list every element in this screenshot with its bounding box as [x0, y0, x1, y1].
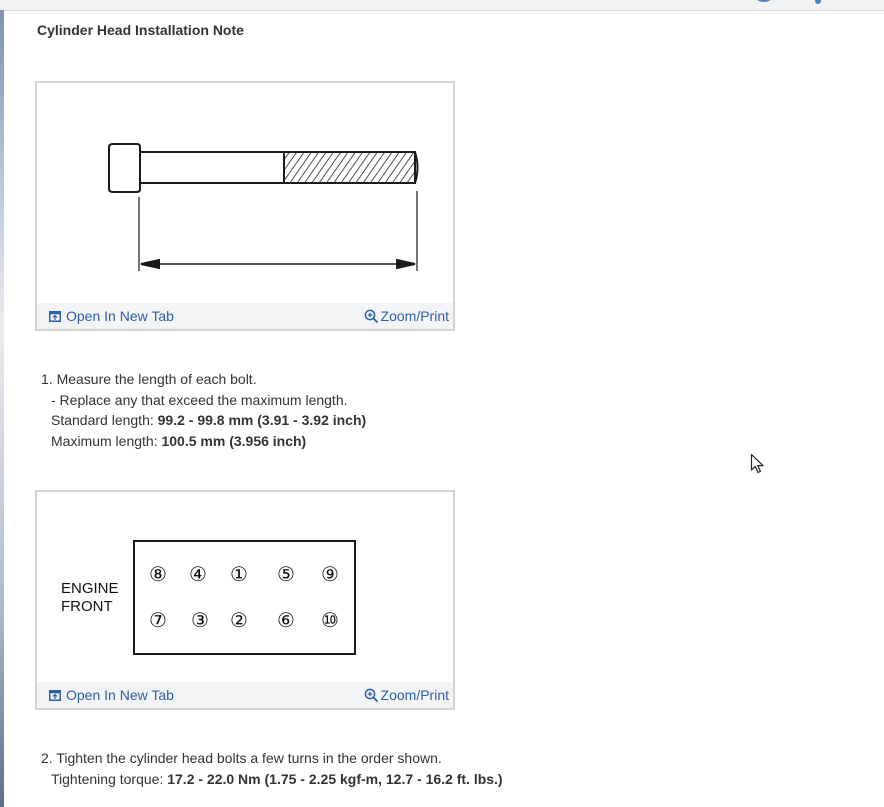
figure-footer — [37, 303, 453, 329]
bolt-order-10: ⑩ — [321, 608, 339, 632]
bolt-order-4: ④ — [189, 562, 207, 586]
engine-front-label-line1: ENGINE — [61, 580, 119, 597]
maximum-length-line — [41, 431, 366, 452]
bolt-length-diagram — [37, 83, 453, 303]
tightening-torque-value: 17.2 - 22.0 Nm (1.75 - 2.25 kgf-m, 12.7 - 16.2 ft. lbs.) — [167, 770, 503, 787]
bolt-order-9: ⑨ — [321, 562, 339, 586]
zoom-in-icon — [364, 688, 379, 703]
bolt-order-2: ② — [230, 608, 248, 632]
open-in-new-tab-link[interactable] — [49, 308, 174, 324]
standard-length-label: Standard length: — [51, 412, 158, 428]
zoom-print-label: Zoom/Print — [380, 308, 449, 324]
tightening-torque-line — [41, 769, 503, 790]
zoom-print-link[interactable] — [364, 308, 449, 324]
tightening-order-diagram — [37, 492, 453, 682]
standard-length-line — [41, 410, 366, 431]
step-2-text — [41, 748, 503, 789]
bolt-order-7: ⑦ — [149, 608, 167, 632]
zoom-print-label: Zoom/Print — [380, 687, 449, 703]
step-2-instruction: 2. Tighten the cylinder head bolts a few turns in the order shown. — [41, 750, 442, 766]
open-in-new-tab-icon — [49, 311, 61, 322]
engine-front-label-line2: FRONT — [61, 598, 113, 615]
standard-length-value: 99.2 - 99.8 mm (3.91 - 3.92 inch) — [157, 412, 367, 428]
zoom-print-link[interactable] — [364, 687, 449, 703]
toolbar-menu-icon[interactable] — [815, 0, 821, 4]
open-in-new-tab-label: Open In New Tab — [66, 687, 174, 703]
left-window-edge — [0, 10, 4, 807]
open-in-new-tab-icon — [49, 690, 61, 701]
bolt-order-8: ⑧ — [149, 562, 167, 586]
step-1-text — [41, 369, 366, 451]
bolt-order-6: ⑥ — [277, 608, 295, 632]
user-avatar-icon[interactable] — [752, 0, 776, 2]
page-title: Cylinder Head Installation Note — [37, 22, 244, 38]
bolt-drawing — [109, 144, 418, 271]
mouse-pointer-icon — [750, 453, 766, 475]
open-in-new-tab-link[interactable] — [49, 687, 174, 703]
maximum-length-label: Maximum length: — [51, 432, 162, 449]
bolt-order-5: ⑤ — [277, 562, 295, 586]
step-1-note: - Replace any that exceed the maximum length. — [51, 391, 348, 408]
bolt-order-1: ① — [230, 562, 248, 586]
tightening-torque-label: Tightening torque: — [51, 770, 168, 787]
top-toolbar — [0, 0, 884, 11]
zoom-in-icon — [364, 309, 379, 324]
step-1-instruction: 1. Measure the length of each bolt. — [41, 371, 257, 387]
tightening-order-figure — [35, 490, 455, 710]
figure-footer — [37, 682, 453, 708]
bolt-order-3: ③ — [191, 608, 209, 632]
cylinder-head-outline — [134, 541, 355, 654]
bolt-length-figure — [35, 81, 455, 331]
maximum-length-value: 100.5 mm (3.956 inch) — [161, 432, 307, 449]
open-in-new-tab-label: Open In New Tab — [66, 308, 174, 324]
